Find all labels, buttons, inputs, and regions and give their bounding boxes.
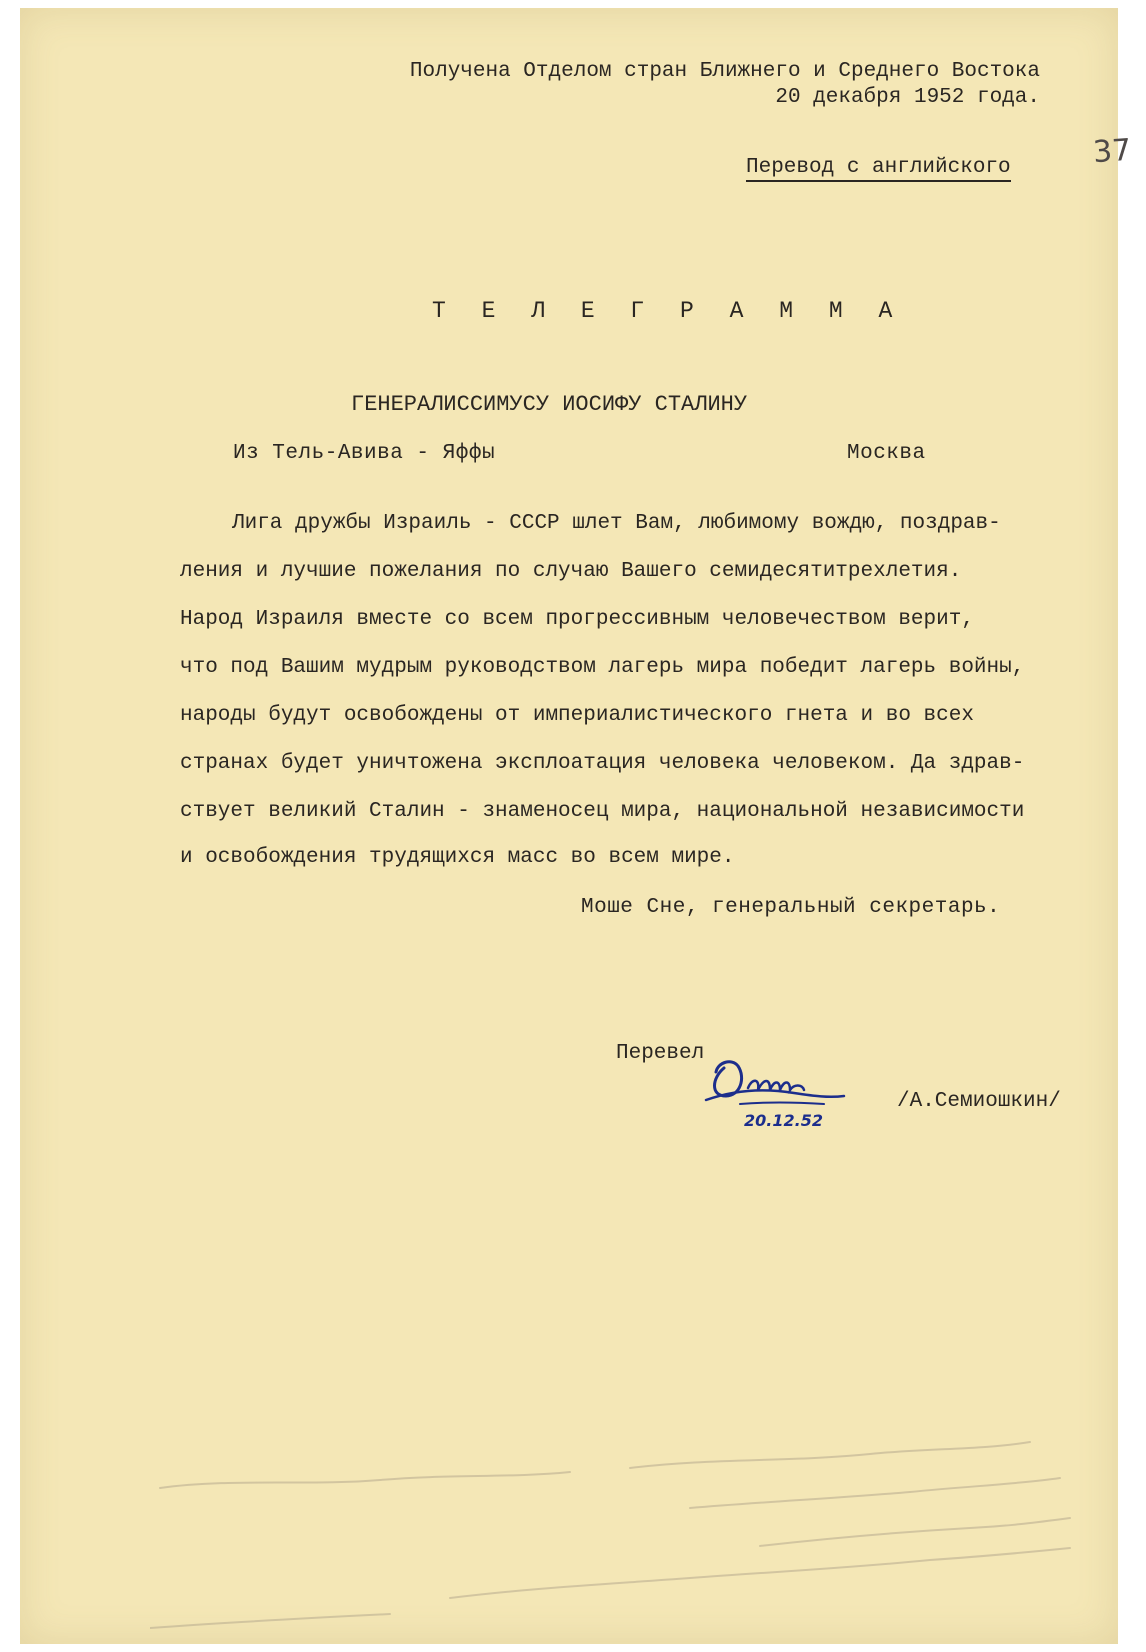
body-line: Народ Израиля вместе со всем прогрессивным человечеством верит, bbox=[180, 608, 974, 631]
received-stamp-line2: 20 декабря 1952 года. bbox=[775, 86, 1040, 109]
faded-pencil-annotations bbox=[150, 1428, 1080, 1638]
body-line: ствует великий Сталин - знаменосец мира, национальной независимости bbox=[180, 800, 1025, 823]
handwritten-signature bbox=[704, 1038, 864, 1133]
body-line: Лига дружбы Израиль - СССР шлет Вам, любимому вождю, поздрав- bbox=[232, 512, 1001, 535]
body-line: народы будут освобождены от империалистического гнета и во всех bbox=[180, 704, 974, 727]
translator-name: /А.Семиошкин/ bbox=[897, 1090, 1061, 1113]
origin-city: Из Тель-Авива - Яффы bbox=[233, 442, 496, 465]
body-line: и освобождения трудящихся масс во всем мире. bbox=[180, 846, 735, 869]
translation-note: Перевод с английского bbox=[746, 156, 1011, 182]
body-line: ления и лучшие пожелания по случаю Вашего семидесятитрехлетия. bbox=[180, 560, 962, 583]
archive-page-number: 37 bbox=[1091, 132, 1133, 171]
received-stamp-line1: Получена Отделом стран Ближнего и Среднего Востока bbox=[409, 60, 1040, 83]
body-line: странах будет уничтожена эксплоатация человека человеком. Да здрав- bbox=[180, 752, 1025, 775]
body-line: что под Вашим мудрым руководством лагерь мира победит лагерь войны, bbox=[180, 656, 1025, 679]
signature-date: 20.12.52 bbox=[744, 1111, 823, 1130]
addressee: ГЕНЕРАЛИССИМУСУ ИОСИФУ СТАЛИНУ bbox=[351, 392, 748, 417]
translated-by-label: Перевел bbox=[616, 1042, 705, 1065]
sender-signature-line: Моше Сне, генеральный секретарь. bbox=[581, 896, 1001, 919]
destination-city: Москва bbox=[847, 442, 926, 465]
document-page bbox=[20, 8, 1133, 1644]
document-title: Т Е Л Е Г Р А М М А bbox=[432, 298, 904, 324]
